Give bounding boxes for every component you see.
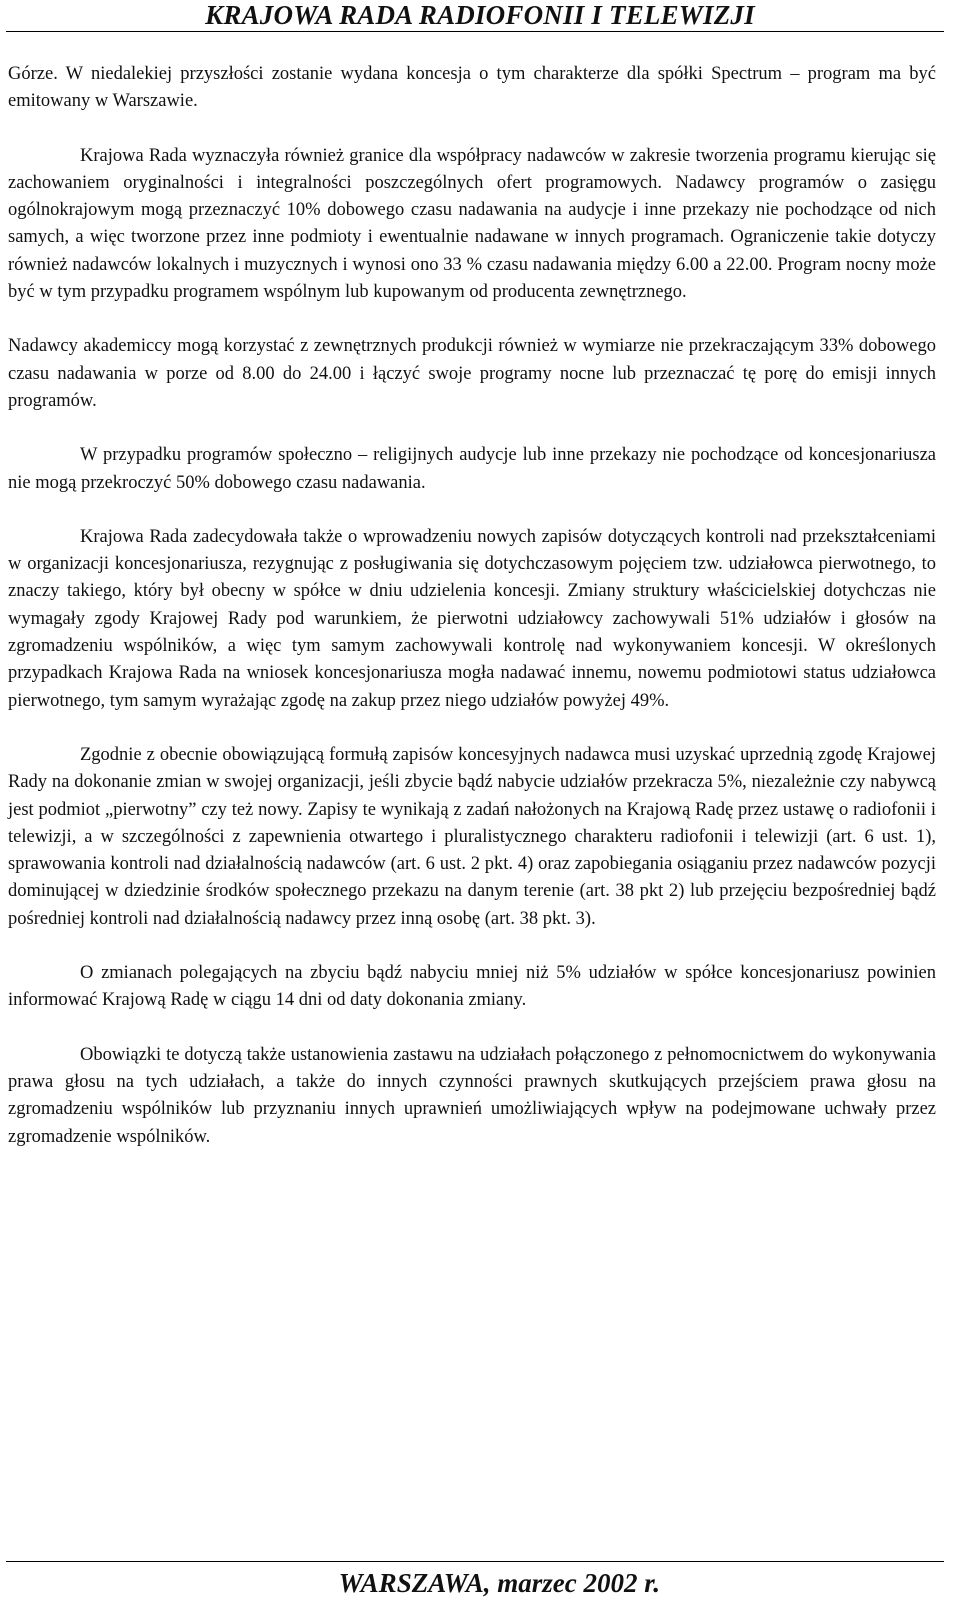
footer-divider [6, 1561, 944, 1562]
paragraph-continuation: Górze. W niedalekiej przyszłości zostanie wydana koncesja o tym charakterze dla spółki Spectrum – program ma być emitowany w Warszawie. [8, 64, 936, 112]
page-footer: WARSZAWA, marzec 2002 r. [338, 1568, 660, 1598]
paragraph: Krajowa Rada zadecydowała także o wprowadzeniu nowych zapisów dotyczących kontroli nad przekształceniami w organizacji koncesjonariusza, rezygnując z posługiwania się dotychczasowym pojęciem tzw. udziałowca pierwotnego, to znaczy takiego, który był obecny w spółce w dniu udzielenia koncesji. Zmiany struktury właścicielskiej dotychczas nie wymagały zgody Krajowej Rady pod warunkiem, że pierwotni udziałowcy zachowywali 51% udziałów i głosów na zgromadzeniu wspólników, a więc tym samym zachowywali kontrolę nad wykonywaniem koncesji. W określonych przypadkach Krajowa Rada na wniosek koncesjonariusza mogła nadawać innemu, nowemu podmiotowi status udziałowca pierwotnego, tym samym wyrażając zgodę na zakup przez niego udziałów powyżej 49%. [8, 526, 936, 711]
paragraph: W przypadku programów społeczno – religijnych audycje lub inne przekazy nie pochodzące od koncesjonariusza nie mogą przekroczyć 50% dobowego czasu nadawania. [8, 445, 936, 493]
paragraph: Obowiązki te dotyczą także ustanowienia zastawu na udziałach połączonego z pełnomocnictwem do wykonywania prawa głosu na tych udziałach, a także do innych czynności prawnych skutkujących przejściem prawa głosu na zgromadzeniu wspólników lub przyznaniu innych uprawnień umożliwiających wpływ na podejmowane uchwały przez zgromadzenie wspólników. [8, 1044, 936, 1147]
page-header-title: KRAJOWA RADA RADIOFONII I TELEWIZJI [205, 0, 755, 30]
paragraph: Krajowa Rada wyznaczyła również granice dla współpracy nadawców w zakresie tworzenia programu kierując się zachowaniem oryginalności i integralności poszczególnych ofert programowych. Nadawcy programów o zasięgu ogólnokrajowym mogą przeznaczyć 10% dobowego czasu nadawania na audycje i inne przekazy nie pochodzące od nich samych, a więc tworzone przez inne podmioty i ewentualnie nadawane w innych programach. Ograniczenie takie dotyczy również nadawców lokalnych i muzycznych i wynosi ono 33 % czasu nadawania między 6.00 a 22.00. Program nocny może być w tym przypadku programem wspólnym lub kupowanym od producenta zewnętrznego. [8, 145, 936, 303]
document-body [8, 61, 936, 1178]
paragraph: Nadawcy akademiccy mogą korzystać z zewnętrznych produkcji również w wymiarze nie przekraczającym 33% dobowego czasu nadawania w porze od 8.00 do 24.00 i łączyć swoje programy nocne lub przeznaczać tę porę do emisji innych programów. [8, 336, 936, 411]
paragraph: Zgodnie z obecnie obowiązującą formułą zapisów koncesyjnych nadawca musi uzyskać uprzednią zgodę Krajowej Rady na dokonanie zmian w swojej organizacji, jeśli zbycie bądź nabycie udziałów przekracza 5%, niezależnie czy nabywcą jest podmiot „pierwotny” czy też nowy. Zapisy te wynikają z zadań nałożonych na Krajową Radę przez ustawę o radiofonii i telewizji, a w szczególności z zapewnienia otwartego i pluralistycznego charakteru radiofonii i telewizji (art. 6 ust. 1), sprawowania kontroli nad działalnością nadawców (art. 6 ust. 2 pkt. 4) oraz zapobiegania osiąganiu przez nadawców pozycji dominującej w dziedzinie środków społecznego przekazu na danym terenie (art. 38 pkt 2) lub przejęciu bezpośredniej bądź pośredniej kontroli nad działalnością nadawcy przez inną osobę (art. 38 pkt. 3). [8, 744, 936, 929]
header-divider [6, 31, 944, 32]
paragraph: O zmianach polegających na zbyciu bądź nabyciu mniej niż 5% udziałów w spółce koncesjonariusz powinien informować Krajową Radę w ciągu 14 dni od daty dokonania zmiany. [8, 963, 936, 1011]
